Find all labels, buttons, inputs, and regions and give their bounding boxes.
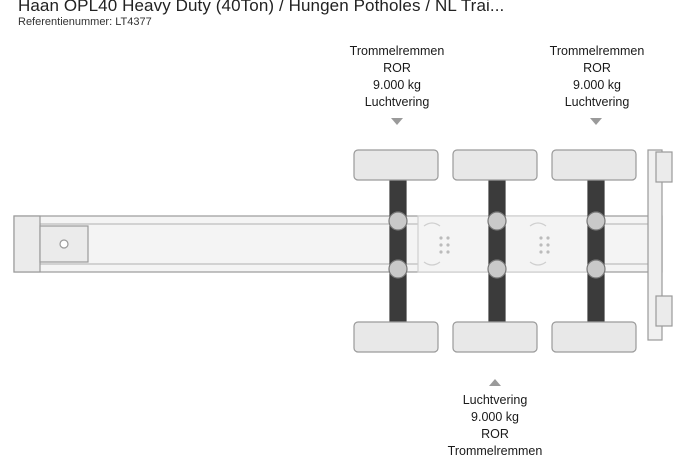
annotation-line: ROR xyxy=(383,61,411,75)
annotation-axle-left xyxy=(335,43,459,111)
annotation-line: Trommelremmen xyxy=(549,44,645,58)
annotation-line: Luchtvering xyxy=(364,95,430,109)
annotation-line: ROR xyxy=(583,61,611,75)
annotation-axle-right xyxy=(535,43,659,111)
arrow-up-icon xyxy=(489,379,501,386)
annotation-line: 9.000 kg xyxy=(471,410,519,424)
arrow-down-icon xyxy=(391,118,403,125)
annotation-line: Trommelremmen xyxy=(349,44,445,58)
annotation-line: ROR xyxy=(481,427,509,441)
reference-number: Referentienummer: LT4377 xyxy=(18,16,152,28)
page-title: Haan OPL40 Heavy Duty (40Ton) / Hungen Potholes / NL Trai... xyxy=(18,0,505,15)
arrow-down-icon xyxy=(590,118,602,125)
annotation-line: 9.000 kg xyxy=(373,78,421,92)
annotation-line: Luchtvering xyxy=(564,95,630,109)
annotation-line: Luchtvering xyxy=(462,393,528,407)
annotation-axle-bottom xyxy=(433,392,557,460)
annotation-line: 9.000 kg xyxy=(573,78,621,92)
annotation-line: Trommelremmen xyxy=(447,444,543,458)
